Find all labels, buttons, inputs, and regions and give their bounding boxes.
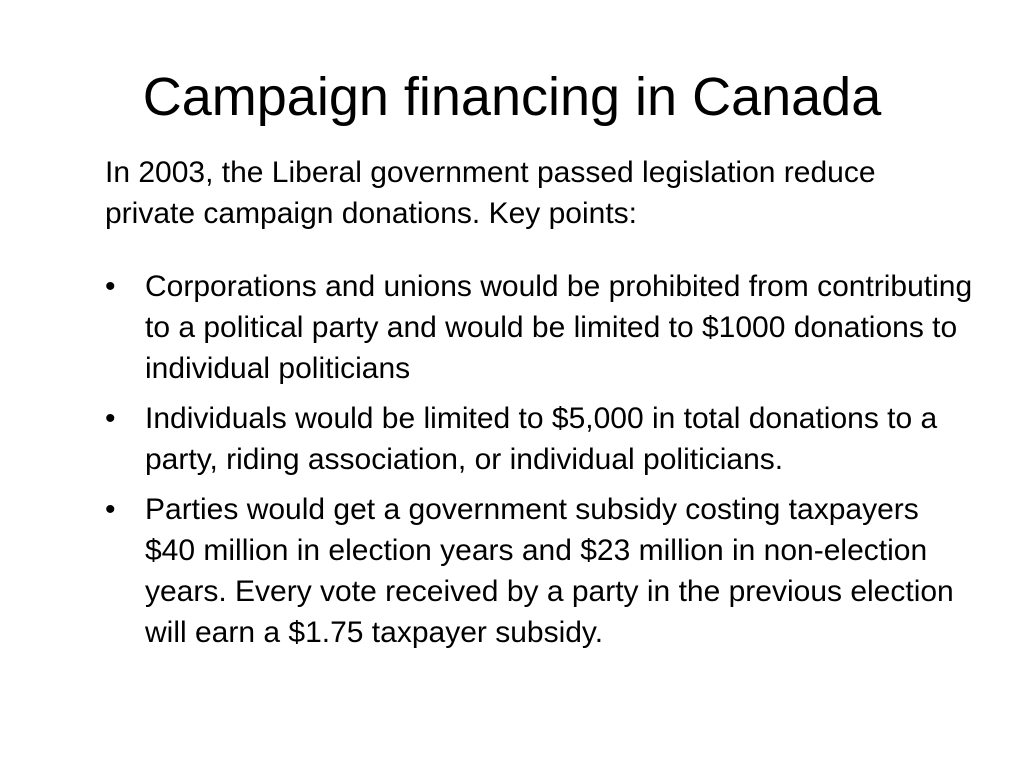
slide-title: Campaign financing in Canada [142, 67, 882, 127]
bullet-item-corporations-unions [105, 266, 975, 389]
bullet-text: Parties would get a government subsidy costing taxpayers $40 million in election years and $23 million in non-election years. Every vote received by a party in the previous election will earn a $1.75 taxpayer subsidy. [145, 493, 954, 649]
bullet-list [105, 266, 975, 662]
bullet-dot-icon: • [105, 402, 116, 435]
intro-paragraph: In 2003, the Liberal government passed legislation reduce private campaign donations. Key points: [105, 156, 876, 230]
bullet-text: Individuals would be limited to $5,000 in total donations to a party, riding association, or individual politicians. [145, 402, 938, 476]
bullet-item-individual-limits [105, 398, 975, 480]
bullet-text: Corporations and unions would be prohibited from contributing to a political party and would be limited to $1000 donations to individual politicians [145, 270, 973, 385]
bullet-dot-icon: • [105, 270, 116, 303]
bullet-item-party-subsidy [105, 489, 975, 653]
bullet-dot-icon: • [105, 493, 116, 526]
